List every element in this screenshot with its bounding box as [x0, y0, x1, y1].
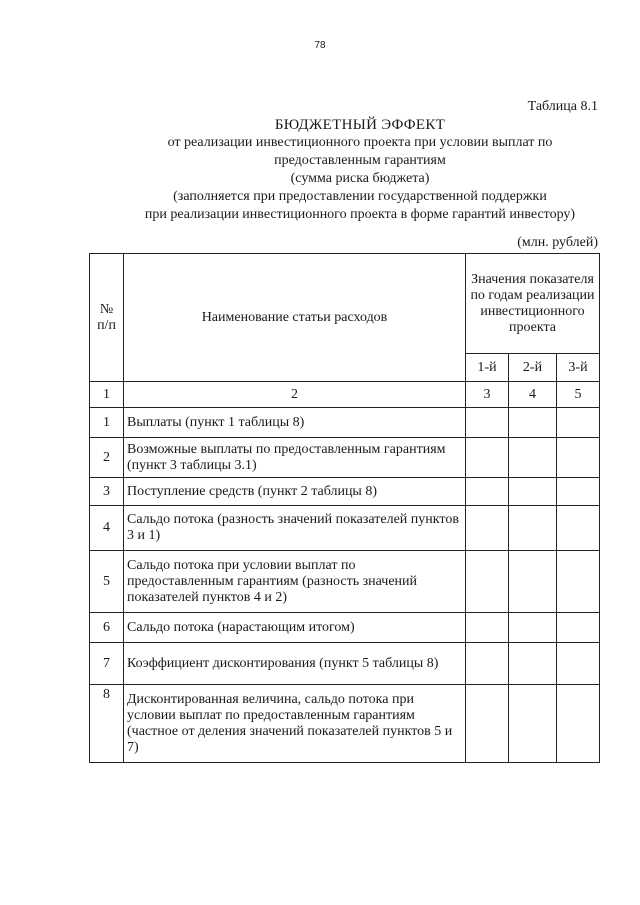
row-name: Коэффициент дисконтирования (пункт 5 таблицы 8)	[124, 643, 466, 685]
row-num: 2	[90, 438, 124, 478]
value-cell	[509, 506, 557, 551]
row-num: 8	[90, 685, 124, 763]
table-row	[90, 506, 600, 551]
column-number: 2	[124, 382, 466, 408]
heading-line: от реализации инвестиционного проекта при условии выплат по	[167, 135, 553, 150]
value-cell	[509, 551, 557, 613]
table-row	[90, 408, 600, 438]
row-name: Выплаты (пункт 1 таблицы 8)	[124, 408, 466, 438]
value-cell	[466, 408, 509, 438]
column-number-row	[90, 382, 600, 408]
value-cell	[557, 613, 600, 643]
header-values-group: Значения показателя по годам реализации инвестиционного проекта	[466, 254, 600, 354]
value-cell	[557, 408, 600, 438]
value-cell	[509, 438, 557, 478]
row-num: 6	[90, 613, 124, 643]
value-cell	[509, 478, 557, 506]
value-cell	[509, 685, 557, 763]
table-row	[90, 478, 600, 506]
table-row	[90, 613, 600, 643]
heading-line: при реализации инвестиционного проекта в форме гарантий инвестору)	[144, 207, 576, 222]
heading-line: (сумма риска бюджета)	[290, 171, 430, 186]
row-num: 7	[90, 643, 124, 685]
header-year-2: 2-й	[509, 354, 557, 382]
value-cell	[509, 613, 557, 643]
value-cell	[557, 478, 600, 506]
value-cell	[557, 551, 600, 613]
value-cell	[509, 643, 557, 685]
table-label: Таблица 8.1	[527, 99, 598, 114]
row-num: 3	[90, 478, 124, 506]
table-row	[90, 643, 600, 685]
value-cell	[557, 685, 600, 763]
page-number: 78	[314, 40, 326, 51]
table-row	[90, 438, 600, 478]
row-num: 1	[90, 408, 124, 438]
document-title: БЮДЖЕТНЫЙ ЭФФЕКТ	[274, 117, 446, 133]
heading-line: (заполняется при предоставлении государственной поддержки	[173, 189, 547, 204]
row-num: 5	[90, 551, 124, 613]
value-cell	[557, 506, 600, 551]
row-name: Возможные выплаты по предоставленным гарантиям (пункт 3 таблицы 3.1)	[124, 438, 466, 478]
header-num: № п/п	[90, 254, 124, 382]
document-heading	[60, 116, 640, 224]
units-label: (млн. рублей)	[517, 235, 598, 250]
column-number: 1	[90, 382, 124, 408]
column-number: 3	[466, 382, 509, 408]
header-year-3: 3-й	[557, 354, 600, 382]
value-cell	[466, 685, 509, 763]
column-number: 5	[557, 382, 600, 408]
value-cell	[466, 613, 509, 643]
value-cell	[509, 408, 557, 438]
row-name: Дисконтированная величина, сальдо потока при условии выплат по предоставленным гарантиям (частное от деления значений показателей пунктов 5 и 7)	[124, 685, 466, 763]
value-cell	[466, 506, 509, 551]
value-cell	[466, 478, 509, 506]
table-row	[90, 685, 600, 763]
heading-line: предоставленным гарантиям	[274, 153, 446, 168]
table-row	[90, 551, 600, 613]
row-name: Сальдо потока (нарастающим итогом)	[124, 613, 466, 643]
row-name: Поступление средств (пункт 2 таблицы 8)	[124, 478, 466, 506]
value-cell	[466, 551, 509, 613]
column-number: 4	[509, 382, 557, 408]
row-name: Сальдо потока (разность значений показателей пунктов 3 и 1)	[124, 506, 466, 551]
header-year-1: 1-й	[466, 354, 509, 382]
header-name: Наименование статьи расходов	[124, 254, 466, 382]
value-cell	[557, 643, 600, 685]
budget-effect-table	[89, 253, 600, 763]
value-cell	[557, 438, 600, 478]
row-name: Сальдо потока при условии выплат по предоставленным гарантиям (разность значений показателей пунктов 4 и 2)	[124, 551, 466, 613]
value-cell	[466, 643, 509, 685]
value-cell	[466, 438, 509, 478]
row-num: 4	[90, 506, 124, 551]
